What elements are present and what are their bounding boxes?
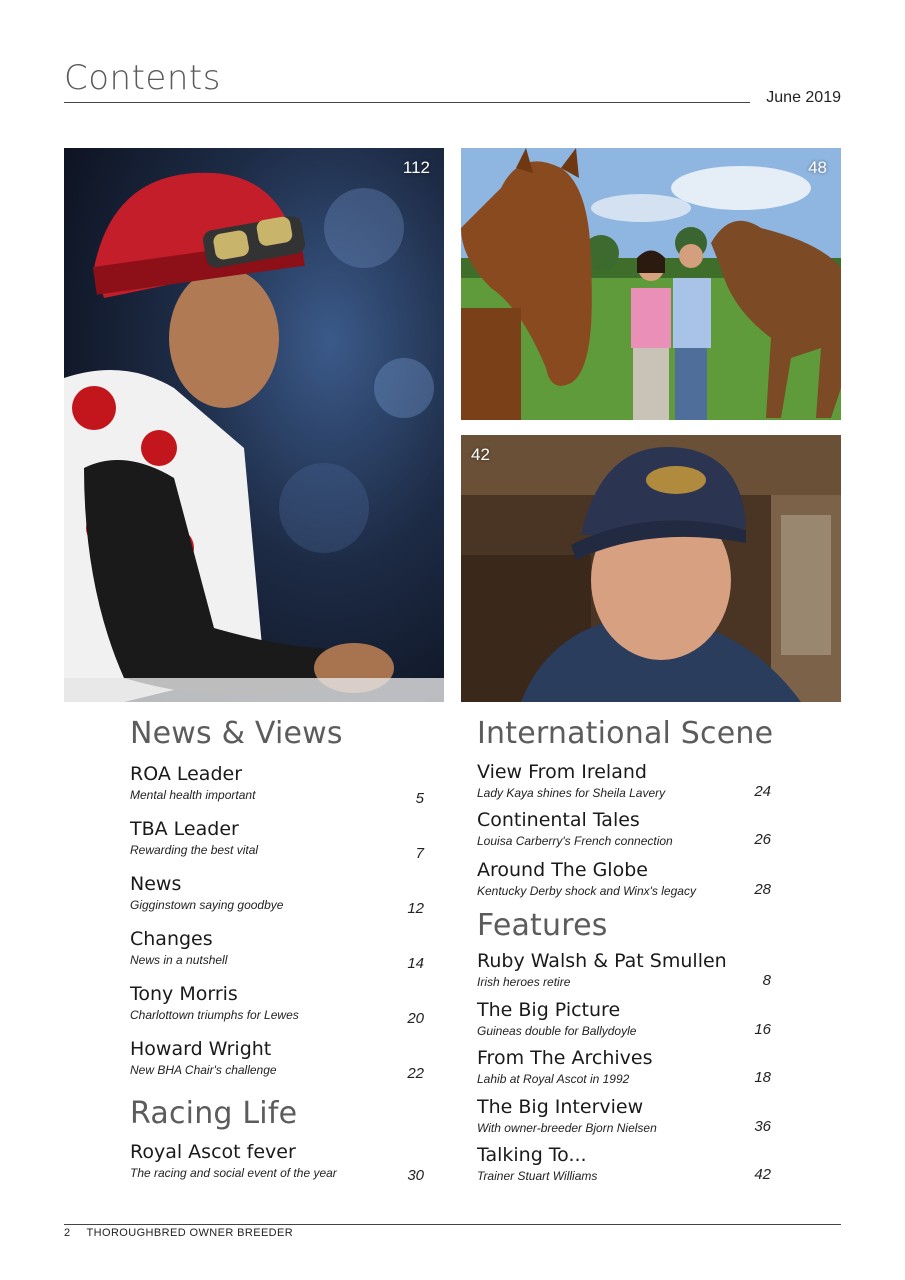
toc-entry-title: ROA Leader — [130, 763, 243, 785]
horses-photo[interactable] — [461, 148, 841, 420]
jockey-photo-image — [64, 148, 444, 702]
toc-entry-subtitle: Gigginstown saying goodbye — [130, 898, 284, 912]
toc-entry-subtitle: Rewarding the best vital — [130, 843, 259, 857]
toc-entry-title: Royal Ascot fever — [130, 1141, 296, 1163]
issue-date: June 2019 — [766, 89, 841, 106]
footer-publication: THOROUGHBRED OWNER BREEDER — [86, 1227, 294, 1239]
toc-entry-title: From The Archives — [477, 1047, 653, 1069]
toc-entry-title: Changes — [130, 928, 213, 950]
toc-entry-title: Howard Wright — [130, 1038, 272, 1060]
toc-entry-subtitle: Guineas double for Ballydoyle — [477, 1024, 637, 1038]
footer-rule — [64, 1224, 841, 1225]
toc-entry-subtitle: Mental health important — [130, 788, 256, 802]
footer — [64, 1227, 309, 1239]
toc-entry-title: News — [130, 873, 182, 895]
toc-entry-news[interactable] — [130, 873, 424, 917]
toc-entry-subtitle: The racing and social event of the year — [130, 1166, 337, 1180]
toc-entry-subtitle: News in a nutshell — [130, 953, 228, 967]
photo-page-ref: 112 — [402, 158, 430, 177]
toc-entry-ruby-walsh[interactable] — [477, 950, 771, 989]
toc-entry-howard-wright[interactable] — [130, 1038, 424, 1082]
toc-entry-title: Around The Globe — [477, 859, 648, 881]
toc-entry-title: TBA Leader — [130, 818, 239, 840]
toc-entry-title: Talking To... — [477, 1144, 587, 1166]
trainer-photo-image — [461, 435, 841, 702]
section-heading-features: Features — [477, 908, 608, 943]
toc-entry-page: 5 — [415, 790, 424, 807]
toc-entry-subtitle: Charlottown triumphs for Lewes — [130, 1008, 299, 1022]
page-title: Contents — [64, 58, 221, 98]
title-rule — [64, 102, 750, 103]
toc-entry-subtitle: With owner-breeder Bjorn Nielsen — [477, 1121, 657, 1135]
toc-entry-tba-leader[interactable] — [130, 818, 424, 862]
toc-entry-subtitle: Irish heroes retire — [477, 975, 571, 989]
toc-entry-page: 26 — [754, 831, 771, 848]
toc-entry-page: 36 — [754, 1118, 771, 1135]
toc-entry-page: 42 — [754, 1166, 771, 1183]
toc-entry-page: 16 — [754, 1021, 771, 1038]
jockey-photo[interactable] — [64, 148, 444, 702]
toc-entry-page: 8 — [762, 972, 771, 989]
toc-entry-page: 18 — [754, 1069, 771, 1086]
toc-entry-page: 14 — [407, 955, 424, 972]
toc-entry-roa-leader[interactable] — [130, 763, 424, 807]
trainer-photo[interactable] — [461, 435, 841, 702]
section-heading-news-views: News & Views — [130, 716, 343, 751]
toc-entry-page: 30 — [407, 1167, 424, 1184]
toc-entry-subtitle: Louisa Carberry's French connection — [477, 834, 673, 848]
toc-entry-title: The Big Interview — [477, 1096, 644, 1118]
toc-entry-royal-ascot[interactable] — [130, 1141, 424, 1184]
toc-entry-title: View From Ireland — [477, 761, 647, 783]
section-heading-racing-life: Racing Life — [130, 1096, 298, 1131]
toc-entry-title: Ruby Walsh & Pat Smullen — [477, 950, 727, 972]
toc-entry-subtitle: Trainer Stuart Williams — [477, 1169, 598, 1183]
toc-entry-big-interview[interactable] — [477, 1096, 771, 1135]
toc-entry-continental-tales[interactable] — [477, 809, 771, 848]
toc-entry-title: Tony Morris — [130, 983, 238, 1005]
toc-entry-title: The Big Picture — [477, 999, 621, 1021]
toc-entry-page: 12 — [407, 900, 424, 917]
toc-entry-title: Continental Tales — [477, 809, 640, 831]
toc-entry-page: 7 — [415, 845, 424, 862]
toc-entry-big-picture[interactable] — [477, 999, 771, 1038]
photo-page-ref: 42 — [471, 445, 490, 464]
photo-page-ref: 48 — [808, 158, 827, 177]
toc-entry-around-the-globe[interactable] — [477, 859, 771, 898]
section-heading-international-scene: International Scene — [477, 716, 774, 751]
toc-entry-page: 28 — [754, 881, 771, 898]
toc-entry-subtitle: Lahib at Royal Ascot in 1992 — [477, 1072, 630, 1086]
toc-entry-subtitle: Lady Kaya shines for Sheila Lavery — [477, 786, 666, 800]
toc-entry-page: 22 — [407, 1065, 424, 1082]
toc-entry-page: 20 — [407, 1010, 424, 1027]
footer-page-number: 2 — [64, 1227, 71, 1239]
toc-entry-subtitle: New BHA Chair's challenge — [130, 1063, 277, 1077]
toc-entry-page: 24 — [754, 783, 771, 800]
toc-entry-subtitle: Kentucky Derby shock and Winx's legacy — [477, 884, 696, 898]
toc-entry-from-the-archives[interactable] — [477, 1047, 771, 1086]
toc-entry-changes[interactable] — [130, 928, 424, 972]
toc-entry-tony-morris[interactable] — [130, 983, 424, 1027]
horses-photo-image — [461, 148, 841, 420]
toc-entry-view-from-ireland[interactable] — [477, 761, 771, 800]
toc-entry-talking-to[interactable] — [477, 1144, 771, 1183]
